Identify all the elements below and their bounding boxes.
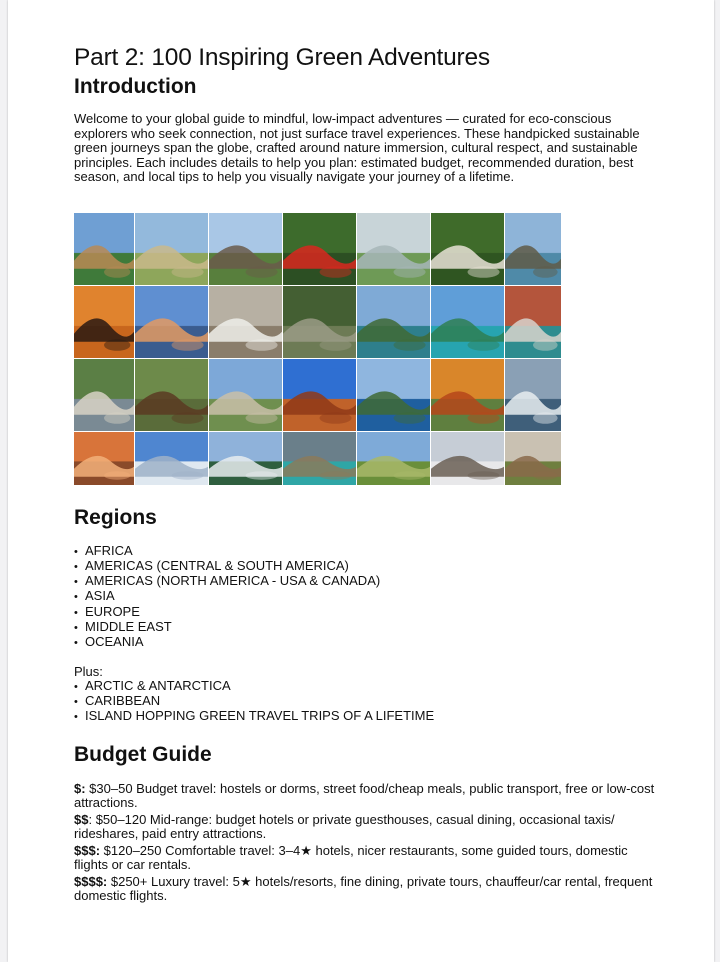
page-content — [74, 44, 664, 906]
orange-sky-photo — [74, 432, 134, 485]
plus-label: Plus: — [74, 663, 103, 679]
booby-bird-photo — [209, 286, 282, 358]
reef-island-photo — [431, 286, 504, 358]
snow-mountain-photo — [135, 432, 208, 485]
turquoise-pool-photo — [283, 432, 356, 485]
introduction-heading: Introduction — [74, 75, 197, 98]
snowy-rocks-photo — [431, 432, 504, 485]
document-page — [8, 0, 714, 962]
grassland-path-photo — [135, 213, 208, 285]
plus-region-item: • ISLAND HOPPING GREEN TRAVEL TRIPS OF A LIFETIME — [74, 709, 664, 724]
budget-symbol: $: — [74, 780, 86, 796]
rocky-coast-photo — [505, 213, 561, 285]
budget-symbol: $$$$: — [74, 873, 108, 889]
brown-bear-photo — [135, 359, 208, 431]
budget-guide-heading: Budget Guide — [74, 742, 212, 766]
budget-entry-1 — [74, 782, 664, 811]
plus-regions-list — [74, 679, 664, 725]
region-item: • AMERICAS (NORTH AMERICA - USA & CANADA) — [74, 574, 664, 589]
macaw-photo — [283, 213, 356, 285]
region-item: • MIDDLE EAST — [74, 620, 664, 635]
whale-tail-photo — [505, 359, 561, 431]
budget-guide — [74, 782, 664, 904]
sunset-kayak-photo — [74, 286, 134, 358]
plus-region-item: • CARIBBEAN — [74, 694, 664, 709]
coffee-pickers-photo — [431, 213, 504, 285]
region-item: • AMERICAS (CENTRAL & SOUTH AMERICA) — [74, 559, 664, 574]
budget-text: $30–50 Budget travel: hostels or dorms, street food/cheap meals, public transport, free or low-cost attractions. — [74, 780, 655, 811]
photo-collage — [74, 213, 563, 488]
budget-symbol: $$$: — [74, 842, 101, 858]
region-item: • EUROPE — [74, 605, 664, 620]
region-item: • OCEANIA — [74, 635, 664, 650]
temple-lake-photo — [74, 213, 134, 285]
regions-heading: Regions — [74, 505, 157, 529]
autumn-cabin-photo — [431, 359, 504, 431]
plus-region-item: • ARCTIC & ANTARCTICA — [74, 679, 664, 694]
introduction-text: Welcome to your global guide to mindful, low-impact adventures — curated for eco-conscious explorers who seek connection, not just surface travel experiences. These handpicked sustainable green journeys span the globe, crafted around nature immersion, cultural respect, and sustainable principles. Each includes details to help you plan: estimated budget, recommended duration, best season, and local tips to help you visually navigate your journey of a lifetime. — [74, 111, 640, 184]
red-desert-photo — [283, 359, 356, 431]
stone-steps-photo — [283, 286, 356, 358]
crater-lake-photo — [357, 359, 430, 431]
region-item: • ASIA — [74, 589, 664, 604]
canyon-waterfall-photo — [505, 286, 561, 358]
budget-entry-3 — [74, 844, 664, 873]
budget-text: $120–250 Comfortable travel: 3–4★ hotels, nicer restaurants, some guided tours, domestic flights or car rentals. — [74, 842, 628, 873]
page-title: Part 2: 100 Inspiring Green Adventures — [74, 44, 490, 71]
green-valley-photo — [357, 213, 430, 285]
bay-hills-photo — [357, 286, 430, 358]
budget-entry-2 — [74, 813, 664, 842]
volcano-clouds-photo — [135, 286, 208, 358]
regions-list — [74, 544, 664, 651]
region-item: • AFRICA — [74, 544, 664, 559]
budget-text: $250+ Luxury travel: 5★ hotels/resorts, fine dining, private tours, chauffeur/car rental, frequent domestic flights. — [74, 873, 653, 904]
river-rocks-photo — [74, 359, 134, 431]
castle-vineyard-photo — [505, 432, 561, 485]
alpine-lake-photo — [209, 432, 282, 485]
budget-symbol: $$ — [74, 811, 89, 827]
green-meadow-photo — [357, 432, 430, 485]
volcano-plain-photo — [209, 213, 282, 285]
boardwalk-photo — [209, 359, 282, 431]
budget-entry-4 — [74, 875, 664, 904]
budget-text: : $50–120 Mid-range: budget hotels or private guesthouses, casual dining, occasional taxis/ rideshares, paid entry attractions. — [74, 811, 615, 842]
